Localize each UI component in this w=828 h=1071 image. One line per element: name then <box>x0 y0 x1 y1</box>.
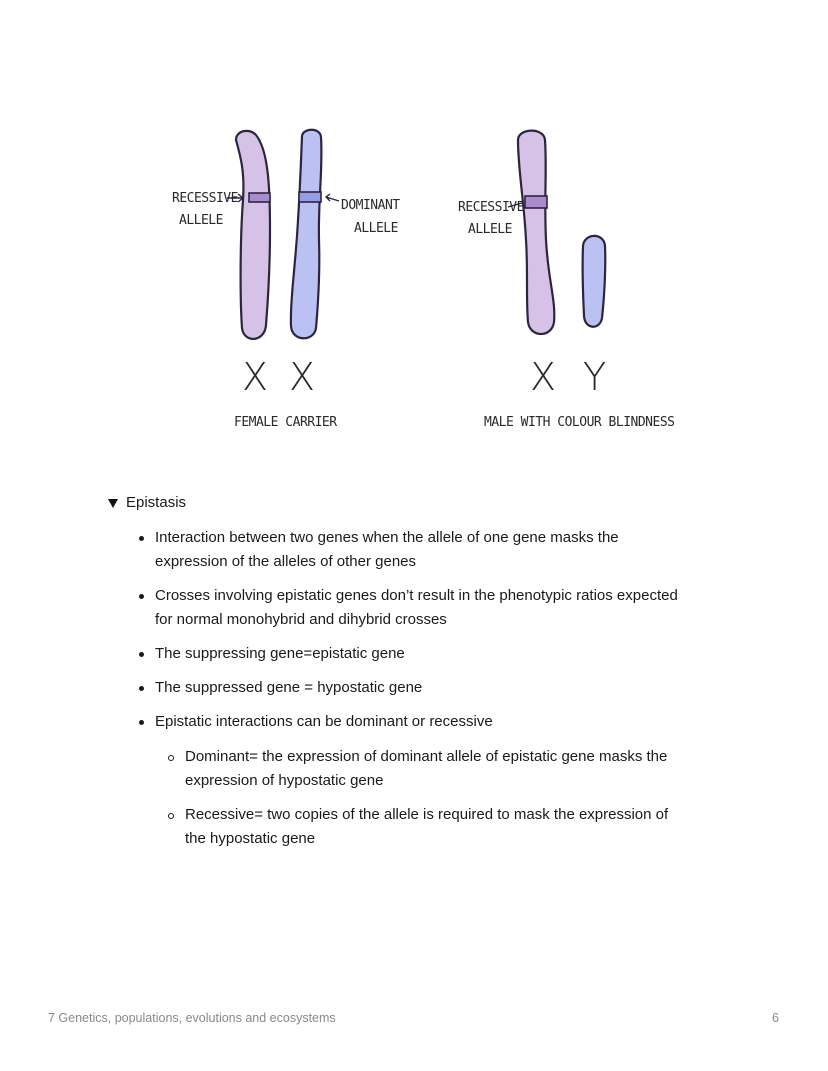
list-item <box>155 584 735 632</box>
bullet-icon <box>139 652 144 657</box>
bullet-icon <box>139 686 144 691</box>
recessive-allele-band-male <box>525 196 547 208</box>
dominant-allele-band <box>299 192 321 202</box>
recessive-allele-label-male-line1: RECESSIVE <box>458 200 524 215</box>
male-colour-blindness-caption: MALE WITH COLOUR BLINDNESS <box>484 415 675 430</box>
list-item-line: Interaction between two genes when the allele of one gene masks the <box>155 529 619 546</box>
list-item-line: Epistatic interactions can be dominant or recessive <box>155 713 493 730</box>
female-carrier-caption: FEMALE CARRIER <box>234 415 337 430</box>
x-chromosome-dominant <box>291 130 322 339</box>
x-chromosome-recessive <box>236 131 270 339</box>
sub-list-item-line: Recessive= two copies of the allele is required to mask the expression of <box>185 806 669 823</box>
chromosome-letter-x-2: X <box>289 355 316 399</box>
epistasis-heading: Epistasis <box>126 494 187 511</box>
footer-page-number: 6 <box>772 1011 779 1025</box>
list-item <box>155 526 735 574</box>
sub-list-item-line: expression of hypostatic gene <box>185 772 384 789</box>
epistasis-toggle[interactable] <box>108 494 186 511</box>
recessive-allele-label-line2: ALLELE <box>179 213 223 228</box>
list-item-line: The suppressing gene=epistatic gene <box>155 645 405 662</box>
list-item <box>155 710 735 734</box>
list-item <box>155 642 735 666</box>
chromosome-letter-x-male: X <box>530 355 557 399</box>
sub-list-item-line: Dominant= the expression of dominant allele of epistatic gene masks the <box>185 748 668 765</box>
list-item-line: expression of the alleles of other genes <box>155 553 416 570</box>
dominant-arrow <box>326 194 339 201</box>
dominant-allele-label-line2: ALLELE <box>354 221 398 236</box>
dominant-allele-label-line1: DOMINANT <box>341 198 400 213</box>
hollow-bullet-icon <box>168 813 174 819</box>
bullet-icon <box>139 594 144 599</box>
epistasis-bullet-list <box>155 526 735 744</box>
recessive-allele-band <box>249 193 270 202</box>
list-item-line: The suppressed gene = hypostatic gene <box>155 679 423 696</box>
sub-list-item-line: the hypostatic gene <box>185 830 316 847</box>
bullet-icon <box>139 536 144 541</box>
hollow-bullet-icon <box>168 755 174 761</box>
recessive-allele-label-line1: RECESSIVE <box>172 191 238 206</box>
chromosome-letter-y: Y <box>583 355 607 399</box>
x-chromosome-recessive-male <box>518 131 554 334</box>
sex-linkage-diagram <box>0 0 828 470</box>
footer-title: 7 Genetics, populations, evolutions and ecosystems <box>48 1011 336 1025</box>
epistasis-sub-list <box>185 745 725 861</box>
sub-list-item <box>185 745 725 793</box>
list-item-line: Crosses involving epistatic genes don’t result in the phenotypic ratios expected <box>155 587 678 604</box>
female-carrier-figure <box>172 130 400 430</box>
toggle-triangle-icon[interactable] <box>108 499 118 508</box>
sub-list-item <box>185 803 725 851</box>
list-item-line: for normal monohybrid and dihybrid crosses <box>155 611 447 628</box>
chromosome-letter-x-1: X <box>242 355 269 399</box>
male-colour-blind-figure <box>458 131 675 430</box>
y-chromosome <box>583 236 606 327</box>
list-item <box>155 676 735 700</box>
bullet-icon <box>139 720 144 725</box>
recessive-allele-label-male-line2: ALLELE <box>468 222 512 237</box>
